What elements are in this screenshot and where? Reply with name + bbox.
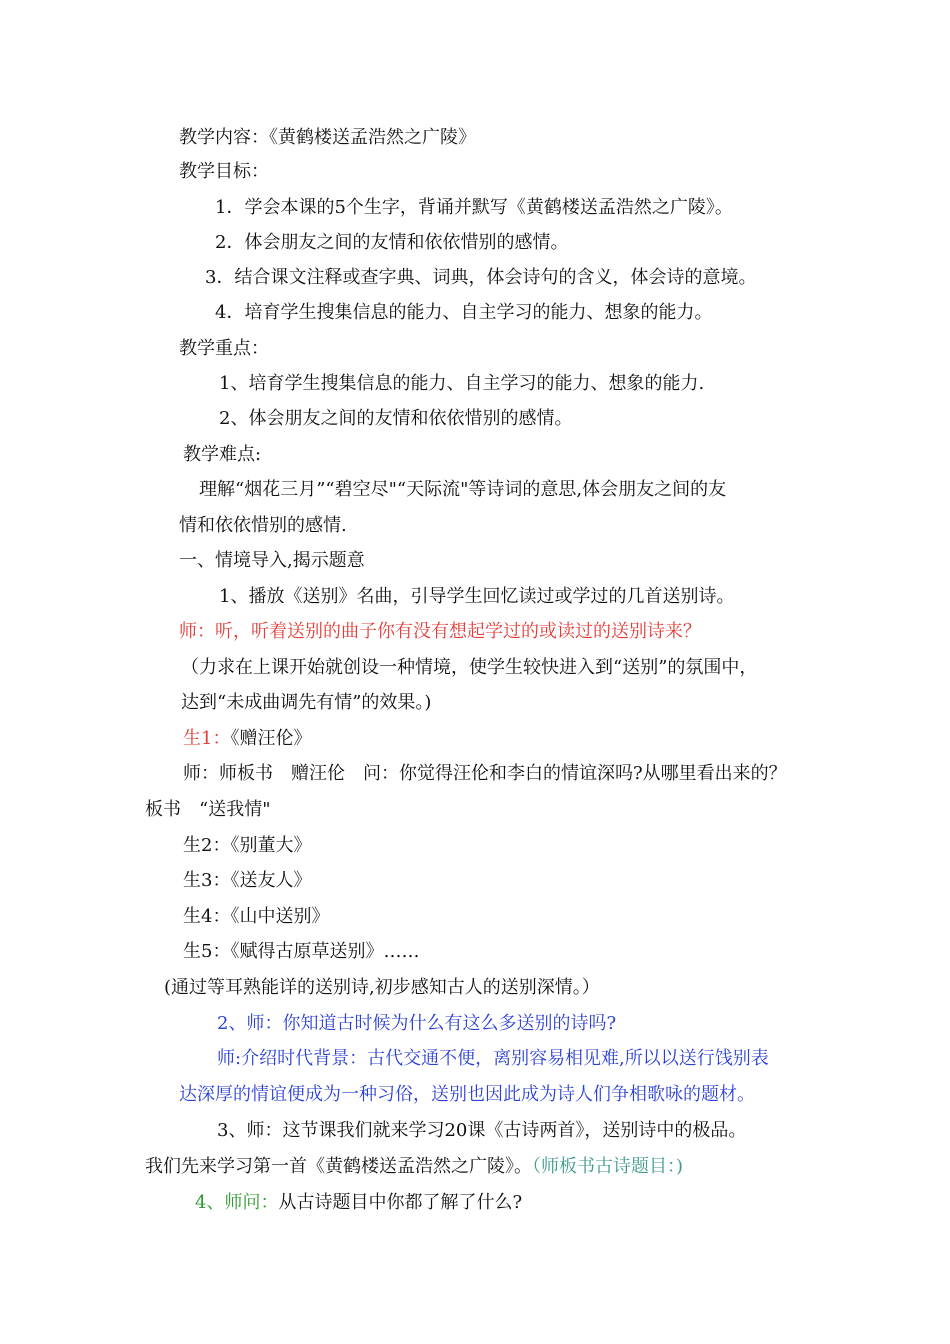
step-3-line-2 xyxy=(145,1155,683,1179)
step-4 xyxy=(195,1191,522,1215)
student-2: 生2：《别董大》 xyxy=(183,835,312,856)
goal-item-1: 1．学会本课的5个生字，背诵并默写《黄鹤楼送孟浩然之广陵》。 xyxy=(215,197,733,218)
section-heading-1: 一、情境导入,揭示题意 xyxy=(179,550,365,571)
student-1-label: 生1： xyxy=(183,728,231,749)
background-line-2: 达深厚的情谊便成为一种习俗，送别也因此成为诗人们争相歌咏的题材。 xyxy=(179,1084,755,1105)
key-point-2: 2、体会朋友之间的友情和依依惜别的感情。 xyxy=(219,408,573,429)
goal-item-2: 2．体会朋友之间的友情和依依惜别的感情。 xyxy=(215,232,569,253)
lesson-title: 教学内容：《黄鹤楼送孟浩然之广陵》 xyxy=(179,127,476,148)
step-3-line-1: 3、师：这节课我们就来学习20课《古诗两首》，送别诗中的极品。 xyxy=(217,1120,747,1141)
background-line-1: 师:介绍时代背景：古代交通不便，离别容易相见难,所以以送行饯别表 xyxy=(217,1048,769,1069)
note-2: (通过等耳熟能详的送别诗,初步感知古人的送别深情。） xyxy=(164,977,600,998)
student-4: 生4：《山中送别》 xyxy=(183,906,330,927)
student-1-text: 《赠汪伦》 xyxy=(230,728,312,749)
student-5: 生5：《赋得古原草送别》…… xyxy=(183,941,420,962)
difficulty-line-1: 理解“烟花三月”“碧空尽"“天际流"等诗词的意思,体会朋友之间的友 xyxy=(199,479,727,500)
step-1: 1、播放《送别》名曲，引导学生回忆读过或学过的几首送别诗。 xyxy=(219,586,735,607)
step-4-text: 从古诗题目中你都了解了什么? xyxy=(278,1192,523,1213)
step-2: 2、师：你知道古时候为什么有这么多送别的诗吗? xyxy=(217,1013,617,1034)
note-1-line-2: 达到“未成曲调先有情”的效果。) xyxy=(181,692,432,713)
note-1-line-1: （力求在上课开始就创设一种情境，使学生较快进入到“送别”的氛围中， xyxy=(181,657,758,678)
key-point-1: 1、培育学生搜集信息的能力、自主学习的能力、想象的能力. xyxy=(219,373,705,394)
goals-heading: 教学目标： xyxy=(179,161,269,182)
board-line: 板书 “送我情" xyxy=(145,799,271,820)
difficulty-heading: 教学难点: xyxy=(183,444,262,465)
goal-item-3: 3．结合课文注释或查字典、词典，体会诗句的含义，体会诗的意境。 xyxy=(205,267,757,288)
student-3: 生3：《送友人》 xyxy=(183,870,312,891)
goal-item-4: 4．培育学生搜集信息的能力、自主学习的能力、想象的能力。 xyxy=(215,302,713,323)
teacher-question-1: 师：听，听着送别的曲子你有没有想起学过的或读过的送别诗来？ xyxy=(179,621,701,642)
teacher-board-line: 师：师板书 赠汪伦 问：你觉得汪伦和李白的情谊深吗?从哪里看出来的？ xyxy=(183,763,787,784)
step-3-text: 我们先来学习第一首《黄鹤楼送孟浩然之广陵》。 xyxy=(145,1156,532,1177)
step-3-note: （师板书古诗题目：) xyxy=(532,1156,684,1177)
student-1 xyxy=(183,727,311,751)
step-4-label: 4、师问： xyxy=(195,1192,279,1213)
difficulty-line-2: 情和依依惜别的感情. xyxy=(179,515,347,536)
key-points-heading: 教学重点： xyxy=(179,338,269,359)
